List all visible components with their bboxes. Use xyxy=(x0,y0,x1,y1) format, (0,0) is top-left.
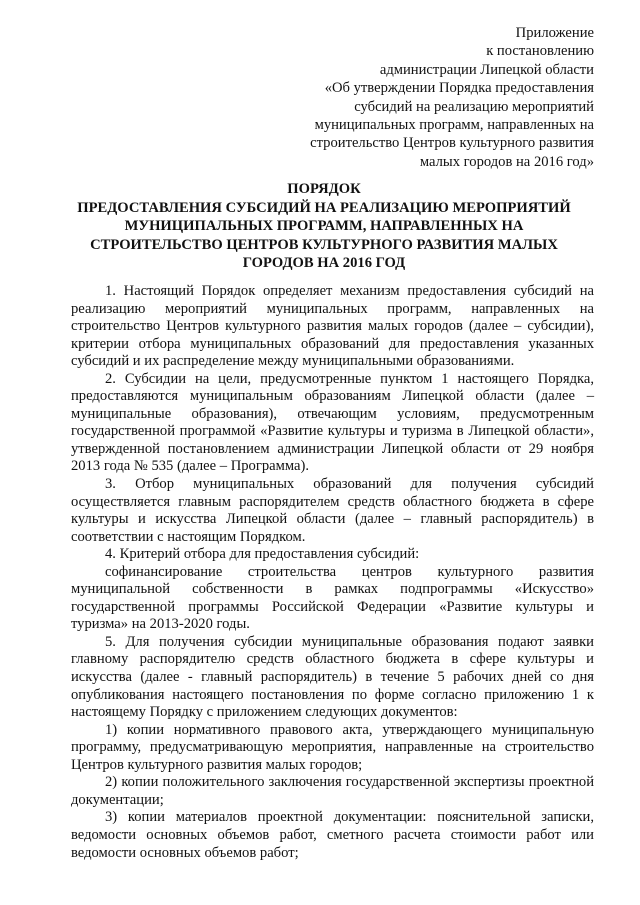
document-body xyxy=(71,283,594,862)
appendix-line: муниципальных программ, направленных на xyxy=(314,117,594,134)
document-title xyxy=(60,180,588,273)
paragraph-3: 3. Отбор муниципальных образований для получения субсидий осуществляется главным распорядителем средств областного бюджета в сфере культуры и искусства Липецкой области (далее – главный распорядитель) в соответствии с настоящим Порядком. xyxy=(71,476,594,545)
title-line: СТРОИТЕЛЬСТВО ЦЕНТРОВ КУЛЬТУРНОГО РАЗВИТИЯ МАЛЫХ xyxy=(90,236,558,253)
paragraph-4: 4. Критерий отбора для предоставления субсидий: xyxy=(105,546,420,563)
appendix-line: малых городов на 2016 год» xyxy=(419,153,594,170)
appendix-line: администрации Липецкой области xyxy=(379,61,594,78)
appendix-line: субсидий на реализацию мероприятий xyxy=(354,98,594,115)
appendix-line: «Об утверждении Порядка предоставления xyxy=(324,80,594,97)
title-line: ПРЕДОСТАВЛЕНИЯ СУБСИДИЙ НА РЕАЛИЗАЦИЮ МЕРОПРИЯТИЙ xyxy=(77,199,571,216)
title-line: ПОРЯДОК xyxy=(287,181,361,197)
appendix-header xyxy=(234,24,594,171)
criterion-paragraph: софинансирование строительства центров культурного развития муниципальной собственности в рамках подпрограммы «Искусство» государственной программы Российской Федерации «Развитие культуры и туризма» на 2013-2020 годы. xyxy=(71,563,594,633)
document-item-3: 3) копии материалов проектной документации: пояснительной записки, ведомости основных объемов работ, сметного расчета стоимости работ или ведомости основных объемов работ; xyxy=(71,809,594,861)
paragraph-1: 1. Настоящий Порядок определяет механизм предоставления субсидий на реализацию мероприятий муниципальных программ, направленных на строительство Центров культурного развития малых городов (далее – субсидии), критерии отбора муниципальных образований для предоставления указанных субсидий и их распределение между муниципальными образованиями. xyxy=(71,283,594,370)
document-item-1: 1) копии нормативного правового акта, утверждающего муниципальную программу, предусматривающую мероприятия, направленные на строительство Центров культурного развития малых городов; xyxy=(71,721,594,773)
paragraph-2: 2. Субсидии на цели, предусмотренные пунктом 1 настоящего Порядка, предоставляются муниципальным образованиям Липецкой области (далее – муниципальные образования), отвечающим условиям, предусмотренным государственной программой «Развитие культуры и туризма в Липецкой области», утвержденной постановлением администрации Липецкой области от 29 ноября 2013 года № 535 (далее – Программа). xyxy=(71,370,594,475)
title-line: ГОРОДОВ НА 2016 ГОД xyxy=(242,255,406,272)
document-item-2: 2) копии положительного заключения государственной экспертизы проектной документации; xyxy=(71,774,594,808)
paragraph-5: 5. Для получения субсидии муниципальные образования подают заявки главному распорядителю средств областного бюджета в сфере культуры и искусства (далее - главный распорядитель) в течение 5 рабочих дней со дня опубликования настоящего постановления по форме согласно приложению 1 к настоящему Порядку с приложением следующих документов: xyxy=(71,633,594,721)
appendix-line: к постановлению xyxy=(486,43,594,60)
title-line: МУНИЦИПАЛЬНЫХ ПРОГРАММ, НАПРАВЛЕННЫХ НА xyxy=(124,218,524,235)
appendix-line: Приложение xyxy=(515,25,594,41)
appendix-line: строительство Центров культурного развития xyxy=(310,135,594,152)
